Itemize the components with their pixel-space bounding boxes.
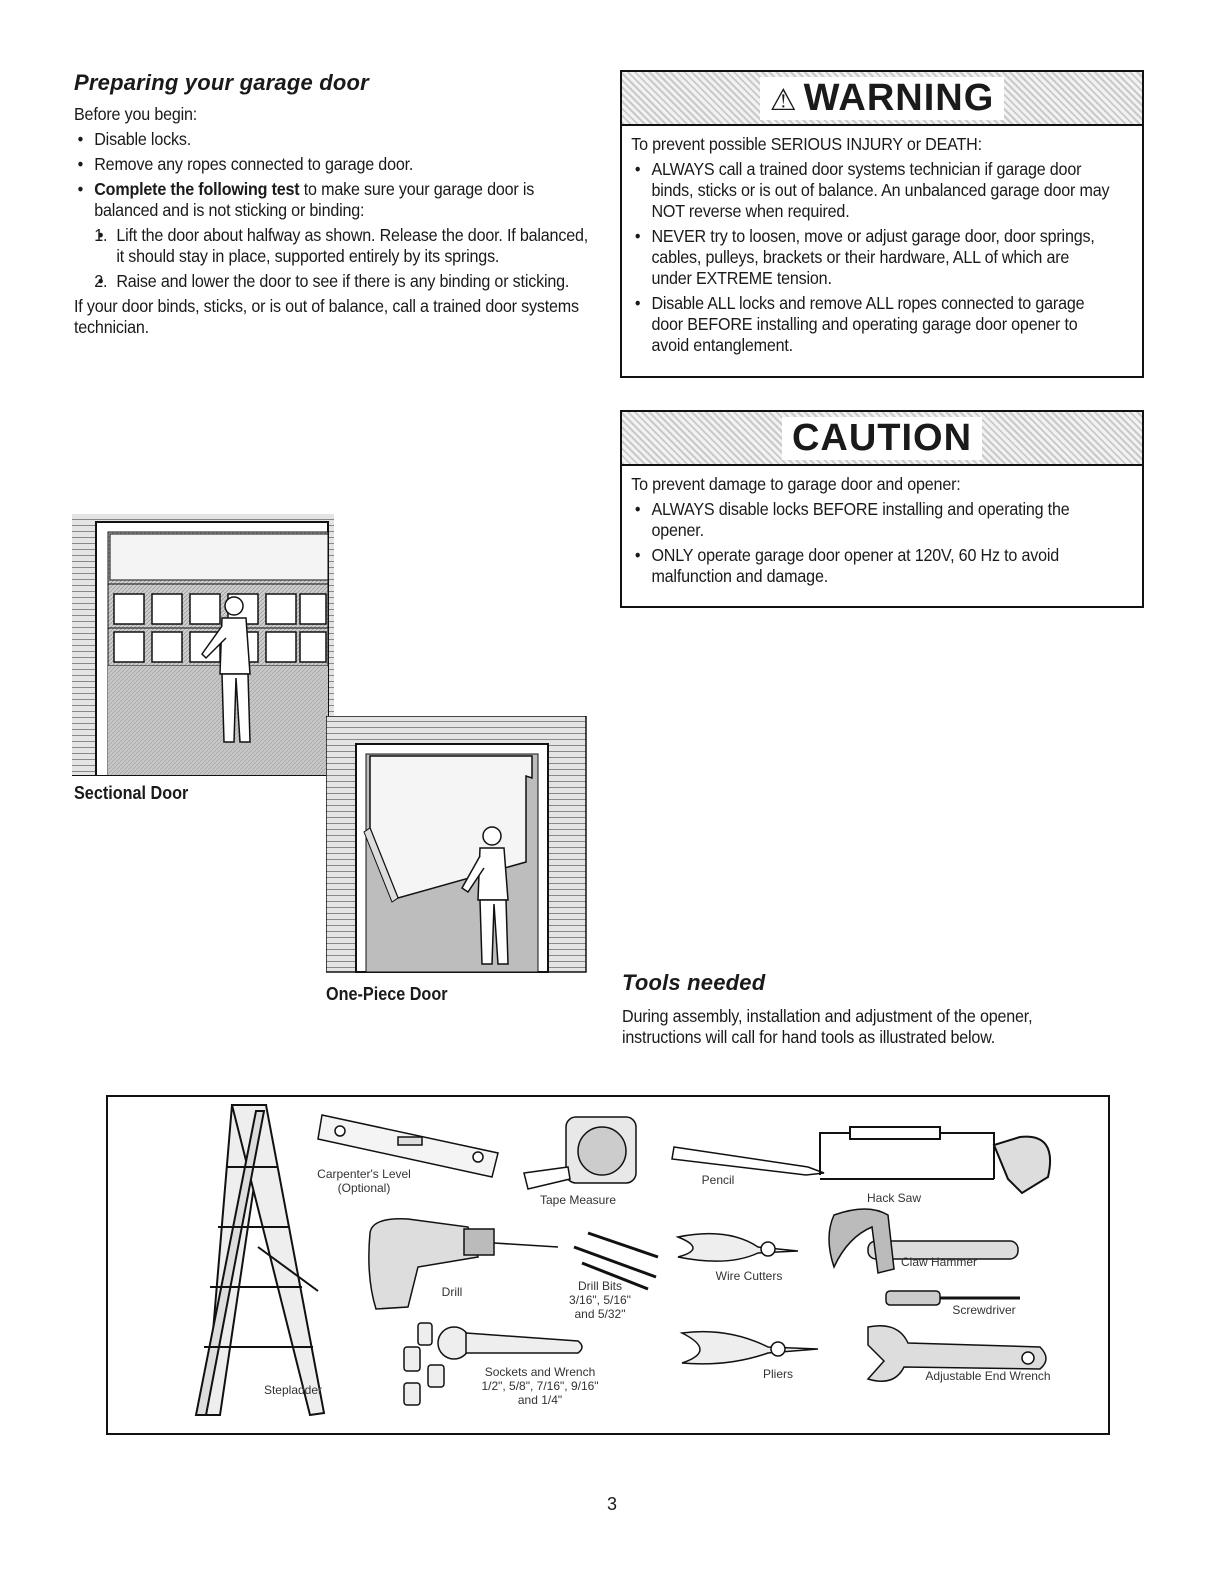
test-steps <box>94 225 589 292</box>
caution-box <box>620 410 1144 608</box>
tools-intro: During assembly, installation and adjustment of the opener, instructions will call for hand tools as illustrated below. <box>622 1006 1033 1047</box>
warning-body <box>622 126 1121 370</box>
hack-saw-label: Hack Saw <box>866 1191 922 1205</box>
label-text: (Optional) <box>337 1181 391 1195</box>
drill-label: Drill <box>441 1285 463 1299</box>
screwdriver-label: Screwdriver <box>952 1303 1016 1317</box>
bold-lead: Complete the following test <box>94 179 300 199</box>
label-text: and 1/4" <box>517 1393 563 1407</box>
warning-title: WARNING <box>803 76 995 119</box>
label-text: 1/2", 5/8", 7/16", 9/16" <box>481 1379 599 1393</box>
sectional-door-illustration <box>72 514 336 776</box>
list-item: • ONLY operate garage door opener at 120V, 60 Hz to avoid malfunction and damage. <box>631 545 1109 587</box>
warning-list <box>631 159 1109 356</box>
one-piece-door-drawing <box>326 716 588 974</box>
wire-cutters-icon <box>678 1234 798 1262</box>
one-piece-door-illustration <box>326 716 588 974</box>
tools-title: Tools needed <box>622 970 766 995</box>
one-piece-door-caption: One-Piece Door <box>326 984 448 1004</box>
tape-measure-label: Tape Measure <box>539 1193 617 1207</box>
step-number: • 1. <box>94 225 108 245</box>
pliers-icon <box>682 1332 818 1364</box>
pliers-label: Pliers <box>762 1367 793 1381</box>
step-number: • 2. <box>94 271 108 291</box>
list-item: • NEVER try to loosen, move or adjust garage door, door springs, cables, pulleys, brackets or their hardware, ALL of which are under EXTREME tension. <box>631 226 1109 289</box>
label-text: Carpenter's Level <box>317 1167 411 1181</box>
list-item: • ALWAYS call a trained door systems technician if garage door binds, sticks or is out of balance. An unbalanced garage door may NOT reverse when required. <box>631 159 1109 222</box>
wire-cutters-label: Wire Cutters <box>715 1269 783 1283</box>
caution-banner <box>622 412 1142 466</box>
step-text: Raise and lower the door to see if there is any binding or sticking. <box>116 271 570 291</box>
warning-banner <box>622 72 1142 126</box>
step-item <box>94 271 589 292</box>
tape-measure-icon <box>524 1117 636 1189</box>
caution-body <box>622 466 1121 601</box>
stepladder-label: Stepladder <box>263 1383 323 1397</box>
caution-lead: To prevent damage to garage door and opener: <box>631 474 961 494</box>
label-text: and 5/32" <box>574 1307 626 1321</box>
caution-title: CAUTION <box>782 417 982 460</box>
carpenters-level-label <box>304 1167 424 1195</box>
preparing-section <box>74 70 634 338</box>
list-item <box>74 154 589 175</box>
closing-text: If your door binds, sticks, or is out of balance, call a trained door systems technician. <box>74 296 579 337</box>
page-number: 3 <box>606 1494 617 1514</box>
label-text: Drill Bits <box>578 1279 622 1293</box>
label-text: 3/16", 5/16" <box>569 1293 631 1307</box>
list-item: • ALWAYS disable locks BEFORE installing and operating the opener. <box>631 499 1109 541</box>
prep-list <box>74 129 589 292</box>
list-item <box>74 129 589 150</box>
caution-list <box>631 499 1109 587</box>
hack-saw-icon <box>820 1127 1050 1193</box>
preparing-body <box>74 104 589 338</box>
warning-triangle-icon: ⚠ <box>769 83 798 117</box>
tools-box <box>106 1095 1110 1435</box>
claw-hammer-label: Claw Hammer <box>900 1255 977 1269</box>
warning-lead: To prevent possible SERIOUS INJURY or DEATH: <box>631 134 982 154</box>
pencil-label: Pencil <box>701 1173 735 1187</box>
adjustable-end-wrench-label: Adjustable End Wrench <box>925 1369 1051 1383</box>
preparing-title: Preparing your garage door <box>74 70 369 95</box>
list-item-text: to make sure your garage door is balanced and is not sticking or binding: <box>94 179 535 220</box>
sectional-door-caption: Sectional Door <box>74 783 189 803</box>
tools-section <box>622 970 1142 1048</box>
sectional-door-drawing <box>72 514 336 776</box>
drill-bits-label <box>540 1279 660 1321</box>
stepladder-icon <box>196 1105 324 1415</box>
list-item-text: Disable locks. <box>94 129 191 149</box>
step-item <box>94 225 589 267</box>
intro-text: Before you begin: <box>74 104 198 124</box>
warning-heading <box>760 77 1005 120</box>
warning-box <box>620 70 1144 378</box>
list-item <box>74 179 589 292</box>
step-text: Lift the door about halfway as shown. Release the door. If balanced, it should stay in place, supported entirely by its springs. <box>116 225 589 266</box>
pencil-icon <box>672 1147 824 1175</box>
list-item-text: Remove any ropes connected to garage door. <box>94 154 414 174</box>
sockets-and-wrench-label <box>470 1365 610 1407</box>
label-text: Sockets and Wrench <box>484 1365 596 1379</box>
list-item: • Disable ALL locks and remove ALL ropes connected to garage door BEFORE installing and operating garage door opener to avoid entanglement. <box>631 293 1109 356</box>
